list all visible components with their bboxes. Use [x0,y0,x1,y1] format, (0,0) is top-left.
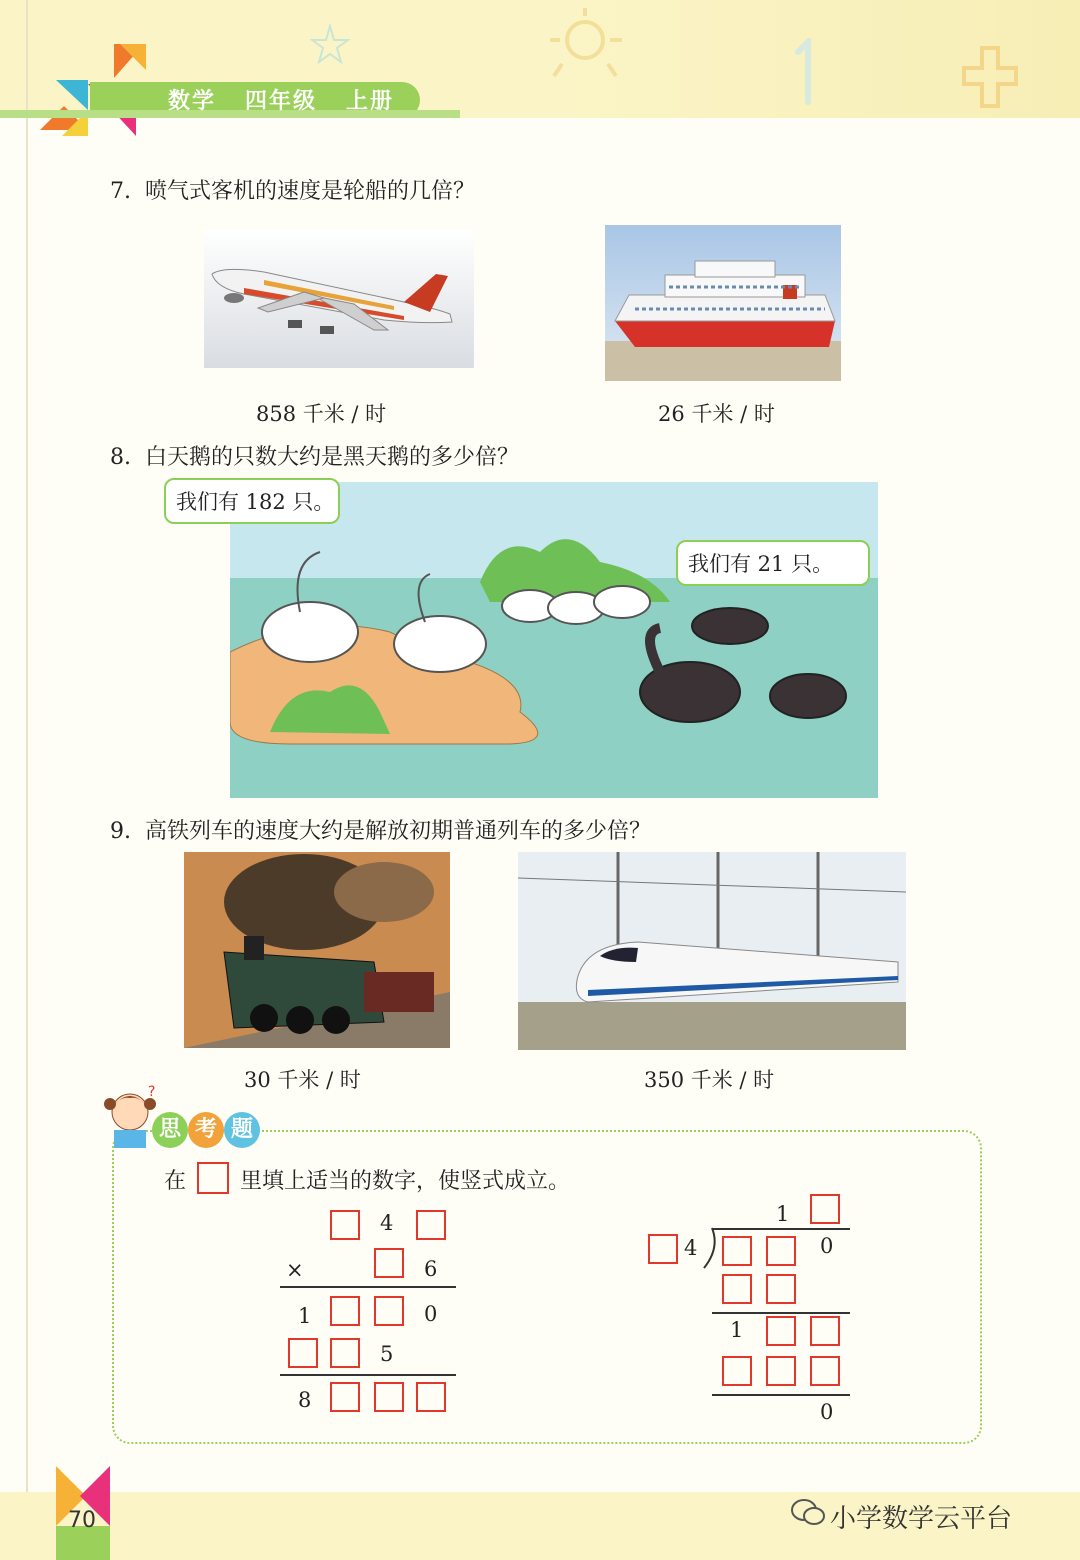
cruise-ship-image [605,225,841,381]
rule-line [280,1374,456,1376]
question-number: 8. [110,445,131,470]
question-text: 白天鹅的只数大约是黑天鹅的多少倍？ [145,445,520,470]
rule-line [712,1312,850,1314]
high-speed-train-image [518,852,906,1050]
digit: 1 [776,1202,790,1226]
question-text: 高铁列车的速度大约是解放初期普通列车的多少倍？ [145,819,652,844]
blank-box[interactable] [810,1356,840,1386]
steam-locomotive-image [184,852,450,1048]
black-swan-speech-bubble [676,540,870,586]
question-9 [110,814,651,845]
digit: 6 [424,1257,438,1281]
blank-box[interactable] [374,1296,404,1326]
blank-box[interactable] [288,1338,318,1368]
digit: 8 [298,1388,312,1412]
digit: 0 [820,1400,834,1424]
think-instruction [164,1162,570,1195]
times-sign: × [286,1258,304,1282]
jet-airliner-image [204,230,474,368]
badge-char: 思 [152,1112,188,1148]
steam-train-speed-caption: 30 千米 / 时 [244,1068,361,1092]
ship-speed-caption: 26 千米 / 时 [658,402,775,426]
badge-char: 考 [188,1112,224,1148]
question-8 [110,440,519,471]
watermark-text: 小学数学云平台 [830,1504,1013,1534]
question-number: 9. [110,819,131,844]
star-icon [310,24,350,64]
blank-box[interactable] [722,1236,752,1266]
girl-mascot-icon [100,1084,160,1152]
sun-icon [530,6,640,86]
blank-box[interactable] [722,1356,752,1386]
question-text: 喷气式客机的速度是轮船的几倍？ [145,179,476,204]
blank-box[interactable] [374,1382,404,1412]
swans-illustration [230,482,878,798]
svg-text:?: ? [148,1084,156,1100]
instruction-text: 里填上适当的数字，使竖式成立。 [240,1169,571,1194]
blank-box[interactable] [330,1296,360,1326]
blank-box[interactable] [810,1194,840,1224]
thinking-question-badge [152,1112,260,1148]
digit: 4 [380,1211,394,1235]
book-title: 数学 四年级 上册 [168,89,394,114]
digit: 0 [424,1302,438,1326]
blank-box[interactable] [810,1316,840,1346]
digit: 5 [380,1342,394,1366]
blank-box[interactable] [766,1356,796,1386]
instruction-text: 在 [164,1169,187,1194]
digit: 1 [730,1318,744,1342]
digit: 1 [298,1304,312,1328]
question-number: 7. [110,179,131,204]
white-swan-speech-bubble [164,478,340,524]
high-speed-train-speed-caption: 350 千米 / 时 [644,1068,775,1092]
blank-box[interactable] [416,1382,446,1412]
blank-box[interactable] [766,1236,796,1266]
digit: 0 [820,1234,834,1258]
blank-box[interactable] [648,1234,678,1264]
blank-box-icon [197,1162,229,1194]
binding-rule [26,0,28,1560]
blank-box[interactable] [330,1338,360,1368]
question-7 [110,174,475,205]
page-number: 70 [68,1508,96,1533]
blank-box[interactable] [330,1382,360,1412]
division-bracket-icon [700,1226,720,1270]
rule-line [280,1286,456,1288]
blank-box[interactable] [722,1274,752,1304]
blank-box[interactable] [374,1248,404,1278]
division-bar [712,1228,850,1230]
airliner-speed-caption: 858 千米 / 时 [256,402,387,426]
badge-char: 题 [224,1112,260,1148]
blank-box[interactable] [766,1316,796,1346]
black-swan-count-text: 我们有 21 只。 [688,552,834,576]
number-one-icon [790,38,820,108]
wechat-icon [790,1494,826,1530]
plus-icon [960,44,1020,114]
blank-box[interactable] [330,1210,360,1240]
blank-box[interactable] [416,1210,446,1240]
white-swan-count-text: 我们有 182 只。 [176,490,335,514]
blank-box[interactable] [766,1274,796,1304]
digit: 4 [684,1236,698,1260]
rule-line [712,1394,850,1396]
